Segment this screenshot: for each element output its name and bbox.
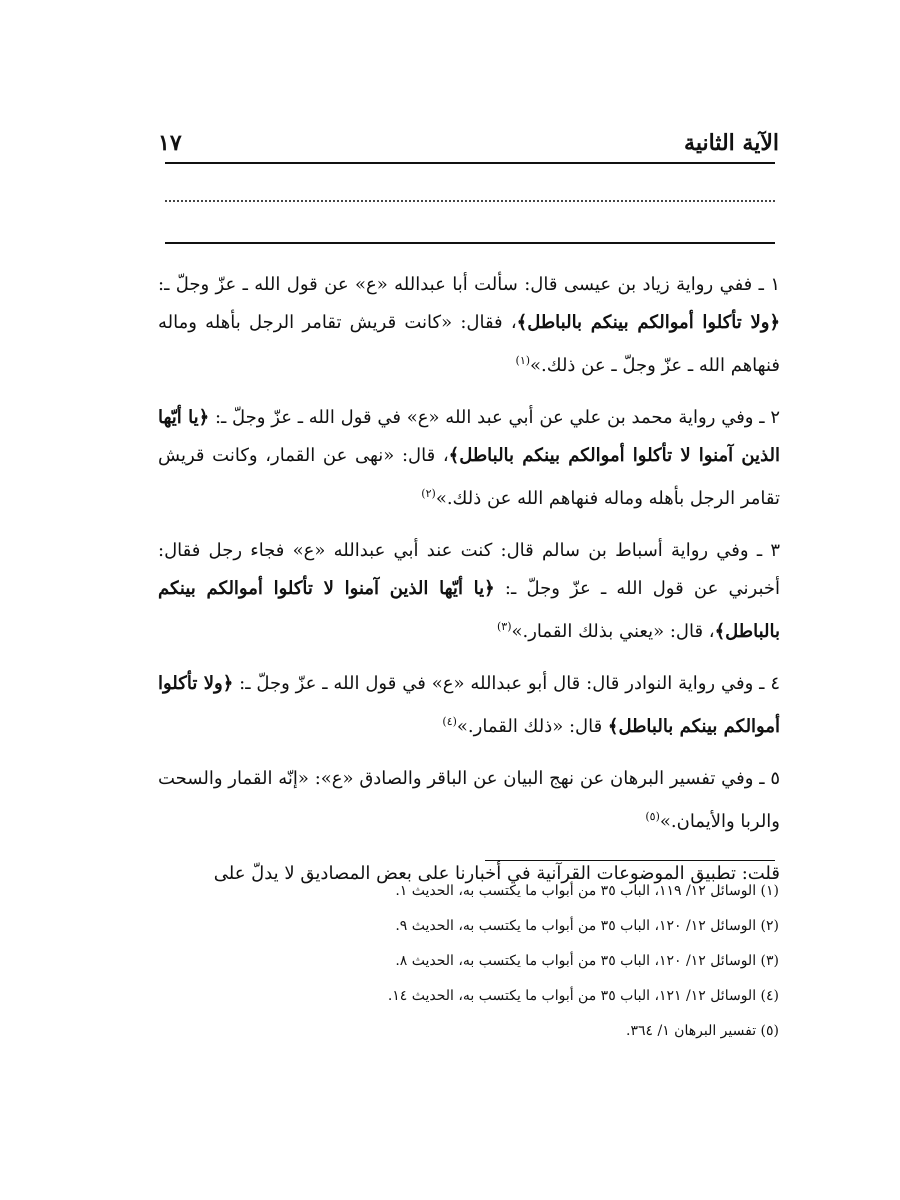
paragraph-text: ، قال: «نهى عن القمار، وكانت قريش تقامر الرجل بأهله وماله فنهاهم الله عن ذلك.» [158, 445, 780, 509]
running-header-title: الآية الثانية [684, 130, 779, 156]
paragraph-1 [158, 266, 780, 385]
paragraph-2 [158, 399, 780, 518]
footnote-3: (٣) الوسائل ١٢/ ١٢٠، الباب ٣٥ من أبواب ما يكتسب به، الحديث ٨. [395, 953, 779, 969]
quran-quote: ﴿ولا تأكلوا أموالكم بينكم بالباطل﴾ [516, 312, 781, 333]
paragraph-4 [158, 665, 780, 746]
footnote-ref: (٥) [645, 810, 660, 823]
paragraph-5 [158, 760, 780, 841]
footnote-4: (٤) الوسائل ١٢/ ١٢١، الباب ٣٥ من أبواب ما يكتسب به، الحديث ١٤. [387, 988, 779, 1004]
footnote-ref: (١) [515, 354, 531, 367]
footnote-rule [485, 860, 775, 861]
page-number: ١٧ [158, 130, 182, 156]
paragraph-text: ، قال: «يعني بذلك القمار.» [511, 621, 715, 642]
main-text [158, 266, 780, 907]
paragraph-text: ٥ ـ وفي تفسير البرهان عن نهج البيان عن الباقر والصادق «ع»: «إنّه القمار والسحت والربا والأيمان.» [158, 768, 780, 832]
section-rule [165, 242, 775, 244]
paragraph-text: ٢ ـ وفي رواية محمد بن علي عن أبي عبد الله «ع» في قول الله ـ عزّ وجلّ ـ: [214, 407, 780, 428]
footnote-1: (١) الوسائل ١٢/ ١١٩، الباب ٣٥ من أبواب ما يكتسب به، الحديث ١. [395, 883, 779, 899]
footnote-ref: (٢) [421, 487, 436, 500]
paragraph-text: ٤ ـ وفي رواية النوادر قال: قال أبو عبدالله «ع» في قول الله ـ عزّ وجلّ ـ: [239, 673, 780, 694]
footnote-ref: (٣) [496, 620, 512, 633]
quran-quote: ﴿يا أيّها الذين آمنوا لا تأكلوا أموالكم بينكم بالباطل﴾ [158, 578, 780, 642]
paragraph-3 [158, 532, 780, 651]
dotted-separator [165, 200, 775, 202]
footnote-2: (٢) الوسائل ١٢/ ١٢٠، الباب ٣٥ من أبواب ما يكتسب به، الحديث ٩. [395, 918, 779, 934]
quran-quote: ﴿يا أيّها الذين آمنوا لا تأكلوا أموالكم بينكم بالباطل﴾ [158, 407, 781, 466]
footnote-5: (٥) تفسير البرهان ١/ ٣٦٤. [626, 1023, 779, 1039]
footnote-ref: (٤) [442, 715, 457, 728]
paragraph-text: ١ ـ ففي رواية زياد بن عيسى قال: سألت أبا عبدالله «ع» عن قول الله ـ عزّ وجلّ ـ: [158, 274, 780, 295]
paragraph-text: قال: «ذلك القمار.» [456, 716, 608, 737]
footnotes [157, 874, 779, 1049]
paragraph-text: ، فقال: «كانت قريش تقامر الرجل بأهله وماله فنهاهم الله ـ عزّ وجلّ ـ عن ذلك.» [158, 312, 780, 376]
quran-quote: ﴿ولا تأكلوا أموالكم بينكم بالباطل﴾ [158, 673, 780, 737]
paragraph-text: قلت: تطبيق الموضوعات القرآنية في أخبارنا على بعض المصاديق لا يدلّ على [213, 863, 780, 884]
paragraph-text: ٣ ـ وفي رواية أسباط بن سالم قال: كنت عند أبي عبدالله «ع» فجاء رجل فقال: أخبرني عن قول الله ـ عزّ وجلّ ـ: [158, 540, 780, 599]
header-rule [165, 162, 775, 164]
